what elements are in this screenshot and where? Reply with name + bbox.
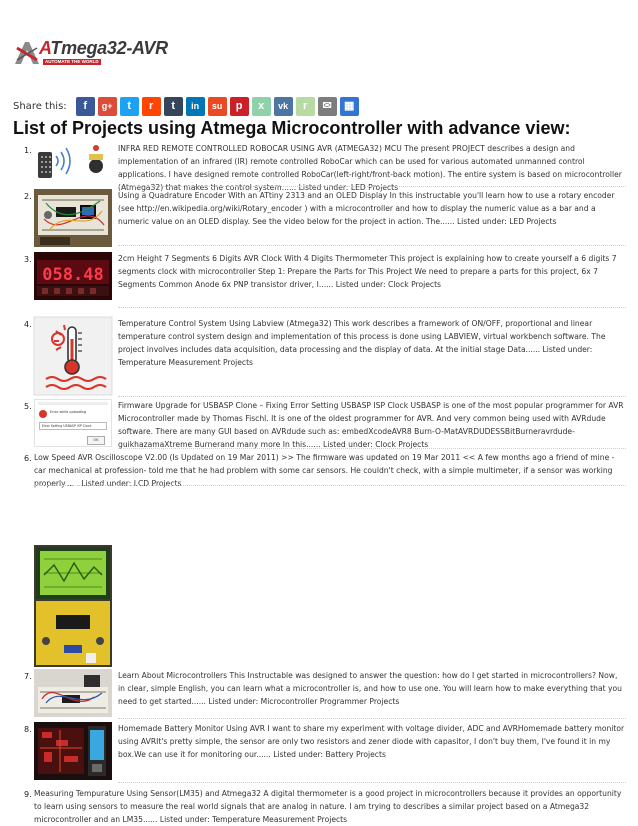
project-description[interactable]: Firmware Upgrade for USBASP Clone – Fixing Error Setting USBASP ISP Clock USBASP is one of the most popular programmer for AVR Microcontroller made by Thomas Fischl. It is one of the oldest programmer for AVR. And very common being used with AVRdude software. There are many GUI based on AVRdude such as: embedXcodeAVR8 Burn-O-MatAVRDUDESSBitBurneravrdude-guikhazamaXtreme Burnerand many more In this...... Listed under: Clock Projects	[118, 401, 624, 449]
project-description[interactable]: Measuring Tempurature Using Sensor(LM35) and Atmega32 A digital thermometer is a good project in microcontrollers because it provides an opportunity to learn using sensors to measure the real world signals that are analog in nature. I am trying to describes a similar project based on a Atmega32 microcontroller and an LM35...... Listed under: Temperature Measurement Projects	[34, 789, 622, 824]
item-separator	[118, 245, 626, 246]
reddit-icon[interactable]: r	[142, 97, 161, 116]
facebook-icon[interactable]: f	[76, 97, 95, 116]
item-number: 5.	[24, 402, 32, 411]
project-description[interactable]: INFRA RED REMOTE CONTROLLED ROBOCAR USING AVR (ATMEGA32) MCU The present PROJECT describes a design and implementation of an infrared (IR) remote controlled RoboCar which can be used for various automated unmanned control applications. I have designed remote controlled RoboCar(left-right/front-back motion). The entire system is based on microcontroller (Atmega32) that makes the control system...... Listed under: LED Projects	[118, 144, 622, 192]
project-description[interactable]: Learn About Microcontrollers This Instructable was designed to answer the question: how do I get started in microcontrollers? Now, in clear, simple English, you can learn what a microcontroller is, and how to use one. You will learn how to make everything that you need to get started...... Listed under: Microcontroller Programmer Projects	[118, 671, 622, 706]
project-description[interactable]: Low Speed AVR Oscilloscope V2.00 (Is Updated on 19 Mar 2011) >> The firmware was updated on 19 Mar 2011 << A few months ago a friend of mine -car mechanical at profession- told me that he had problem with some car sensors. He couldn't check, with a simple multimeter, if a sensor was working properly...... Listed under: LCD Projects	[34, 453, 615, 488]
item-number: 3.	[24, 255, 32, 264]
googleplus-icon[interactable]: g+	[98, 97, 117, 116]
twitter-icon[interactable]: t	[120, 97, 139, 116]
tumblr-icon[interactable]: t	[164, 97, 183, 116]
item-number: 6.	[24, 454, 32, 463]
item-separator	[118, 307, 626, 308]
email-icon[interactable]: ✉	[318, 97, 337, 116]
item-number: 2.	[24, 192, 32, 201]
item-separator	[118, 782, 626, 783]
item-number: 1.	[24, 146, 32, 155]
linkedin-icon[interactable]: in	[186, 97, 205, 116]
project-description[interactable]: 2cm Height 7 Segments 6 Digits AVR Clock With 4 Digits Thermometer This project is explaining how to create yourself a 6 digits 7 segments clock with microcontroller Step 1: Prepare the Parts for This Project We need to prepare a parts for this project, 6x 7 Segments Common Anode 6x PNP transistor driver, I...... Listed under: Clock Projects	[118, 254, 617, 289]
item-separator	[118, 718, 626, 719]
logo-letter: A	[39, 38, 51, 58]
item-number: 8.	[24, 725, 32, 734]
dialog-titlebar	[38, 402, 108, 405]
item-separator	[118, 448, 626, 449]
project-thumbnail[interactable]	[34, 669, 112, 717]
item-separator	[118, 396, 626, 397]
lcd-board-thumbnail-icon	[34, 545, 112, 667]
renren-icon[interactable]: r	[296, 97, 315, 116]
delicious-icon[interactable]: ▦	[340, 97, 359, 116]
item-separator	[118, 186, 626, 187]
logo-tagline: AUTOMATE THE WORLD	[45, 59, 99, 64]
ir-remote-thumbnail-icon	[34, 142, 112, 180]
thermometer-icon	[34, 317, 112, 395]
clock-digits: 058.48	[42, 265, 104, 285]
project-thumbnail[interactable]	[34, 252, 112, 300]
item-number: 9.	[24, 790, 32, 799]
project-thumbnail[interactable]	[34, 317, 112, 395]
error-dialog-thumbnail[interactable]	[34, 399, 112, 447]
dialog-detail-field: Error Setting USBASP ISP Clock	[39, 422, 107, 430]
project-thumbnail[interactable]	[34, 545, 112, 667]
microcontroller-kit-thumbnail-icon	[34, 669, 112, 717]
share-label: Share this:	[13, 100, 67, 112]
item-separator	[34, 485, 626, 486]
error-icon	[39, 410, 47, 418]
project-description[interactable]: Homemade Battery Monitor Using AVR I want to share my experiment with voltage divider, ADC and AVRHomemade battery monitor using AVRIt's pretty simple, the sensor are only two resistors and zener diode with capasitor, I don't buy them, I've found it in my box.We can use it for monitoring our...... Listed under: Battery Projects	[118, 724, 625, 759]
dialog-message: Error while uploading	[50, 410, 87, 414]
vk-icon[interactable]: vk	[274, 97, 293, 116]
project-thumbnail[interactable]	[34, 189, 112, 247]
item-number: 4.	[24, 320, 32, 329]
item-number: 7.	[24, 672, 32, 681]
dialog-ok-button[interactable]: OK	[87, 436, 105, 445]
battery-monitor-thumbnail-icon	[34, 722, 112, 780]
xing-icon[interactable]: x	[252, 97, 271, 116]
logo-text: Tmega32-AVR	[50, 38, 168, 58]
pinterest-icon[interactable]: p	[230, 97, 249, 116]
project-description[interactable]: Using a Quadrature Encoder With an ATtiny 2313 and an OLED Display In this instructable you'll learn how to use a rotary encoder (see http://en.wikipedia.org/wiki/Rotary_encoder ) with a microcontroller and how to display the numeric value as a bar and a numeric value on an OLED display. See the video below for the project in action. The...... Listed under: LED Projects	[118, 191, 615, 226]
breadboard-thumbnail-icon	[34, 189, 112, 247]
stumbleupon-icon[interactable]: su	[208, 97, 227, 116]
project-description[interactable]: Temperature Control System Using Labview (Atmega32) This work describes a framework of ON/OFF, proportional and linear temperature control system design and implementation of this process is done using LABVIEW, virtual workbench software. The project involves includes data acquisition, data processing and the display of data. At the initial stage Data...... Listed under: Temperature Measurement Projects	[118, 319, 606, 367]
project-thumbnail[interactable]	[34, 722, 112, 780]
page-title: List of Projects using Atmega Microcontroller with advance view:	[13, 118, 571, 138]
seven-segment-clock-thumbnail-icon	[34, 252, 112, 300]
project-thumbnail[interactable]	[34, 142, 112, 180]
